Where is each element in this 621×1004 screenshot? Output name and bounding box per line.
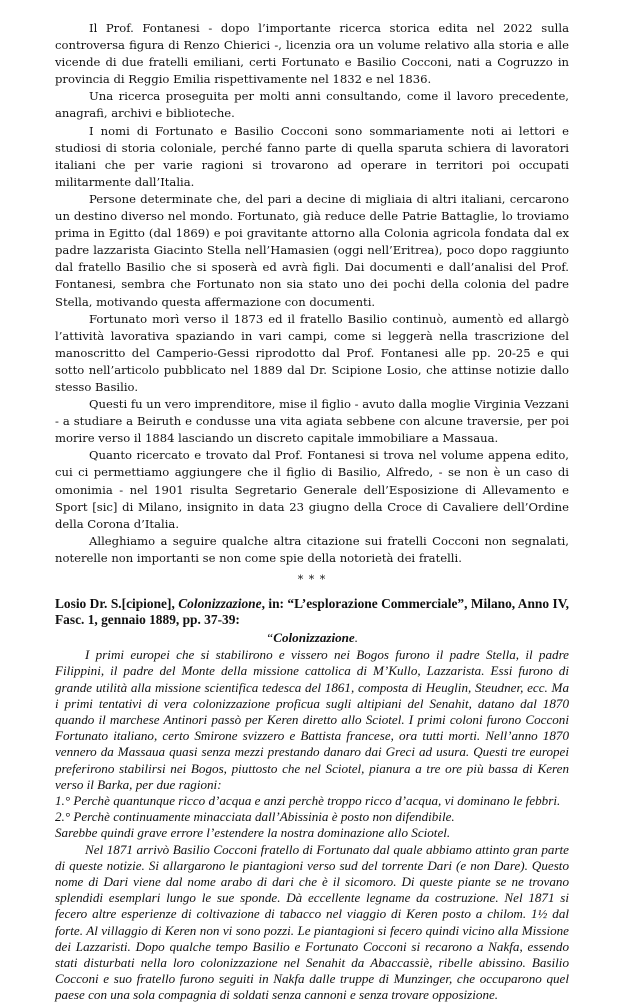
paragraph: I nomi di Fortunato e Basilio Cocconi sono sommariamente noti ai lettori e studiosi di storia coloniale, perché fanno parte di quella sparuta schiera di lavoratori italiani che per varie ragioni si trovarono ad operare in territori poi occupati militarmente dall’Italia.: [55, 123, 569, 189]
paragraph: Fortunato morì verso il 1873 ed il fratello Basilio continuò, aumentò ed allargò l’attività lavorativa spaziando in vari campi, come si leggerà nella trascrizione del manoscritto del Camperio-Gessi riprodotto dal Prof. Fontanesi alle pp. 20-25 e qui sotto nell’articolo pubblicato nel 1889 dal Dr. Scipione Losio, che attinse notizie dallo stesso Basilio.: [55, 311, 569, 394]
quote-title: Colonizzazione: [273, 630, 355, 645]
quote-paragraph: Nel 1871 arrivò Basilio Cocconi fratello di Fortunato dal quale abbiamo attinto gran parte di queste notizie. Si allargarono le piantagioni verso sud del torrente Dari (e non Dare). Questo nome di Dari viene dal nome arabo di dari che è il sicomoro. Di queste piante se ne trovano splendidi esemplari lungo le sue sponde. Dà eccellente legname da costruzione. Nel 1871 si fecero altre esperienze di coltivazione di tabacco nel viaggio di Keren posto a chilom. 1½ dal forte. Al villaggio di Keren non vi sono pozzi. Le piantagioni si fecero quindi vicino alla Missione dei Lazzaristi. Dopo qualche tempo Basilio e Fortunato Cocconi si recarono a Nakfa, essendo stati disturbati nella loro colonizzazione nel Senahit da Abaccassiè, ribelle abissino. Basilio Cocconi e suo fratello furono seguiti in Nakfa dalle truppe di Munzinger, che occuparono quel paese con una sola compagnia di soldati senza cannoni e senza trovare opposizione.: [55, 841, 569, 1003]
citation-source: , in: “L’esplorazione Commerciale”, Milano, Anno IV, Fasc. 1, gennaio 1889, pp. 37-39:: [55, 596, 569, 628]
paragraph: Il Prof. Fontanesi - dopo l’importante ricerca storica edita nel 2022 sulla controversa figura di Renzo Chierici -, licenzia ora un volume relativo alla storia e alle vicende di due fratelli emiliani, certi Fortunato e Basilio Cocconi, nati a Cogruzzo in provincia di Reggio Emilia rispettivamente nel 1832 e nel 1836.: [55, 21, 569, 87]
paragraph: Quanto ricercato e trovato dal Prof. Fontanesi si trova nel volume appena edito, cui ci permettiamo aggiungere che il figlio di Basilio, Alfredo, - se non è un caso di omonimia - nel 1901 risulta Segretario Generale dell’Esposizione di Allevamento e Sport [sic] di Milano, insignito in data 23 giugno della Croce di Cavaliere dell’Ordine della Corona d’Italia.: [55, 448, 569, 531]
quoted-article: [55, 630, 569, 1004]
quote-paragraph: I primi europei che si stabilirono e vissero nei Bogos furono il padre Stella, il padre Filippini, il padre del Monte della missione cattolica di M’Kullo, Lazzarista. Essi furono di grande utilità alla missione scientifica tedesca del 1861, composta di Heuglin, Steudner, ecc. Ma i primi tentativi di vera colonizzazione proficua sugli altipiani del Senahit, datano dal 1870 quando il marchese Antinori passò per Keren diretto allo Sciotel. I primi coloni furono Cocconi Fortunato italiano, certo Smirone svizzero e Battista francese, ora tutti morti. Nell’anno 1870 vennero da Massaua quasi senza mezzi prestando danaro dai Greci ad usura. Questi tre europei preferirono stabilirsi nei Bogos, piuttosto che nel Sciotel, pianura a tre ore più bassa di Keren verso il Barka, per due ragioni:: [55, 647, 569, 792]
bibliographic-citation: [55, 596, 569, 628]
quote-paragraph: 2.° Perchè continuamente minacciata dall’Abissinia è posto non difendibile.: [55, 809, 455, 825]
citation-author: Losio Dr. S.[cipione],: [55, 596, 179, 612]
section-separator: * * *: [297, 573, 327, 586]
quote-body: [55, 647, 569, 1003]
open-quote-mark: “: [265, 630, 274, 645]
paragraph: Una ricerca proseguita per molti anni consultando, come il lavoro precedente, anagrafi, archivi e biblioteche.: [55, 89, 569, 121]
quote-paragraph: Sarebbe quindi grave errore l’estendere la nostra dominazione allo Sciotel.: [55, 825, 451, 841]
review-text: [55, 20, 569, 628]
quote-paragraph: 1.° Perchè quantunque ricco d’acqua e anzi perchè troppo ricco d’acqua, vi dominano le febbri.: [55, 793, 561, 809]
paragraph: Alleghiamo a seguire qualche altra citazione sui fratelli Cocconi non segnalati, noterelle non importanti se non come spie della notorietà dei fratelli.: [55, 533, 569, 565]
quote-title-period: .: [354, 630, 359, 645]
paragraph: Persone determinate che, del pari a decine di migliaia di altri italiani, cercarono un destino diverso nel mondo. Fortunato, già reduce delle Patrie Battaglie, lo troviamo prima in Egitto (dal 1869) e poi gravitante attorno alla Colonia agricola fondata dal ex padre lazzarista Giacinto Stella nell’Hamasien (oggi nell’Eritrea), poco dopo raggiunto dal fratello Basilio che si sposerà ed avrà figli. Dai documenti e dall’analisi del Prof. Fontanesi, sembra che Fortunato non sia stato uno dei pochi della colonia del padre Stella, motivando questa affermazione con documenti.: [55, 191, 569, 309]
citation-work-title: Colonizzazione: [178, 596, 262, 612]
paragraph: Questi fu un vero imprenditore, mise il figlio - avuto dalla moglie Virginia Vezzani - a studiare a Beiruth e condusse una vita agiata sebbene con alcune traversie, per poi morire verso il 1884 lasciando un discreto capitale immobiliare a Massaua.: [55, 397, 569, 446]
quote-heading: [55, 630, 569, 646]
